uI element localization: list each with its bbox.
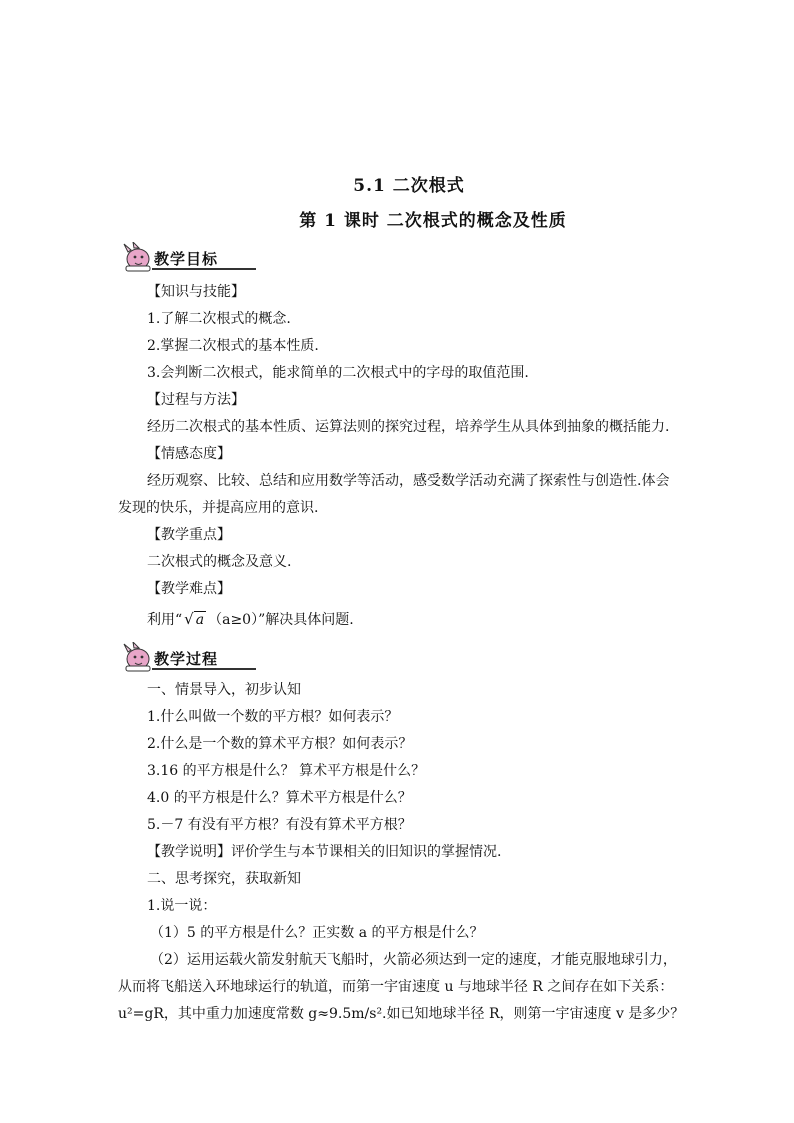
knowledge-item-3: 3.会判断二次根式，能求简单的二次根式中的字母的取值范围. — [147, 365, 529, 381]
section-header-process — [118, 642, 243, 672]
question-2: 2.什么是一个数的算术平方根？如何表示？ — [147, 736, 413, 752]
key-point-text: 二次根式的概念及意义. — [147, 554, 292, 570]
difficulty-prefix: 利用“ — [147, 612, 183, 628]
question-5: 5.－7 有没有平方根？有没有算术平方根？ — [147, 817, 412, 833]
say-heading: 1.说一说： — [147, 898, 217, 914]
method-heading: 【过程与方法】 — [147, 392, 245, 408]
attitude-text-line-2: 发现的快乐，并提高应用的意识. — [118, 500, 319, 516]
knowledge-item-1: 1.了解二次根式的概念. — [147, 311, 291, 327]
question-1: 1.什么叫做一个数的平方根？如何表示？ — [147, 709, 399, 725]
teaching-note: 【教学说明】评价学生与本节课相关的旧知识的掌握情况. — [147, 844, 502, 860]
sub-question-2-line-2: 从而将飞船送入环地球运行的轨道，而第一宇宙速度 u 与地球半径 R 之间存在如下关系： — [118, 979, 674, 995]
attitude-heading: 【情感态度】 — [147, 446, 231, 462]
section-label-process: 教学过程 — [154, 650, 219, 668]
method-text: 经历二次根式的基本性质、运算法则的探究过程，培养学生从具体到抽象的概括能力. — [147, 419, 670, 435]
page-subtitle: 第 1 课时 二次根式的概念及性质 — [299, 211, 567, 231]
mascot-badge-icon — [118, 642, 154, 672]
section-underline — [152, 668, 256, 670]
knowledge-item-2: 2.掌握二次根式的基本性质. — [147, 338, 319, 354]
section-underline — [152, 268, 256, 270]
difficulty-text — [147, 610, 354, 629]
part-1-heading: 一、情景导入，初步认知 — [147, 682, 301, 698]
radical-sign-icon: √ — [184, 610, 194, 628]
sqrt-radicand: a — [195, 612, 205, 628]
knowledge-heading: 【知识与技能】 — [147, 284, 245, 300]
key-point-heading: 【教学重点】 — [147, 527, 231, 543]
page-title: 5.1 二次根式 — [353, 176, 465, 196]
part-2-heading: 二、思考探究，获取新知 — [147, 871, 301, 887]
section-label-goals: 教学目标 — [154, 250, 219, 268]
attitude-text-line-1: 经历观察、比较、总结和应用数学等活动，感受数学活动充满了探索性与创造性.体会 — [147, 473, 670, 489]
sub-question-2-line-1: （2）运用运载火箭发射航天飞船时，火箭必须达到一定的速度，才能克服地球引力， — [150, 952, 677, 968]
sub-question-1: （1）5 的平方根是什么？正实数 a 的平方根是什么？ — [150, 925, 484, 941]
sub-question-2-line-3: u²=gR，其中重力加速度常数 g≈9.5m/s².如已知地球半径 R，则第一宇宙速度 v 是多少？ — [118, 1006, 685, 1022]
sqrt-expression — [184, 610, 206, 629]
difficulty-suffix: （a≥0）”解决具体问题. — [208, 612, 354, 628]
mascot-badge-icon — [118, 242, 154, 272]
section-header-goals — [118, 242, 243, 272]
question-3: 3.16 的平方根是什么？ 算术平方根是什么？ — [147, 763, 426, 779]
question-4: 4.0 的平方根是什么？算术平方根是什么？ — [147, 790, 412, 806]
difficulty-heading: 【教学难点】 — [147, 581, 231, 597]
